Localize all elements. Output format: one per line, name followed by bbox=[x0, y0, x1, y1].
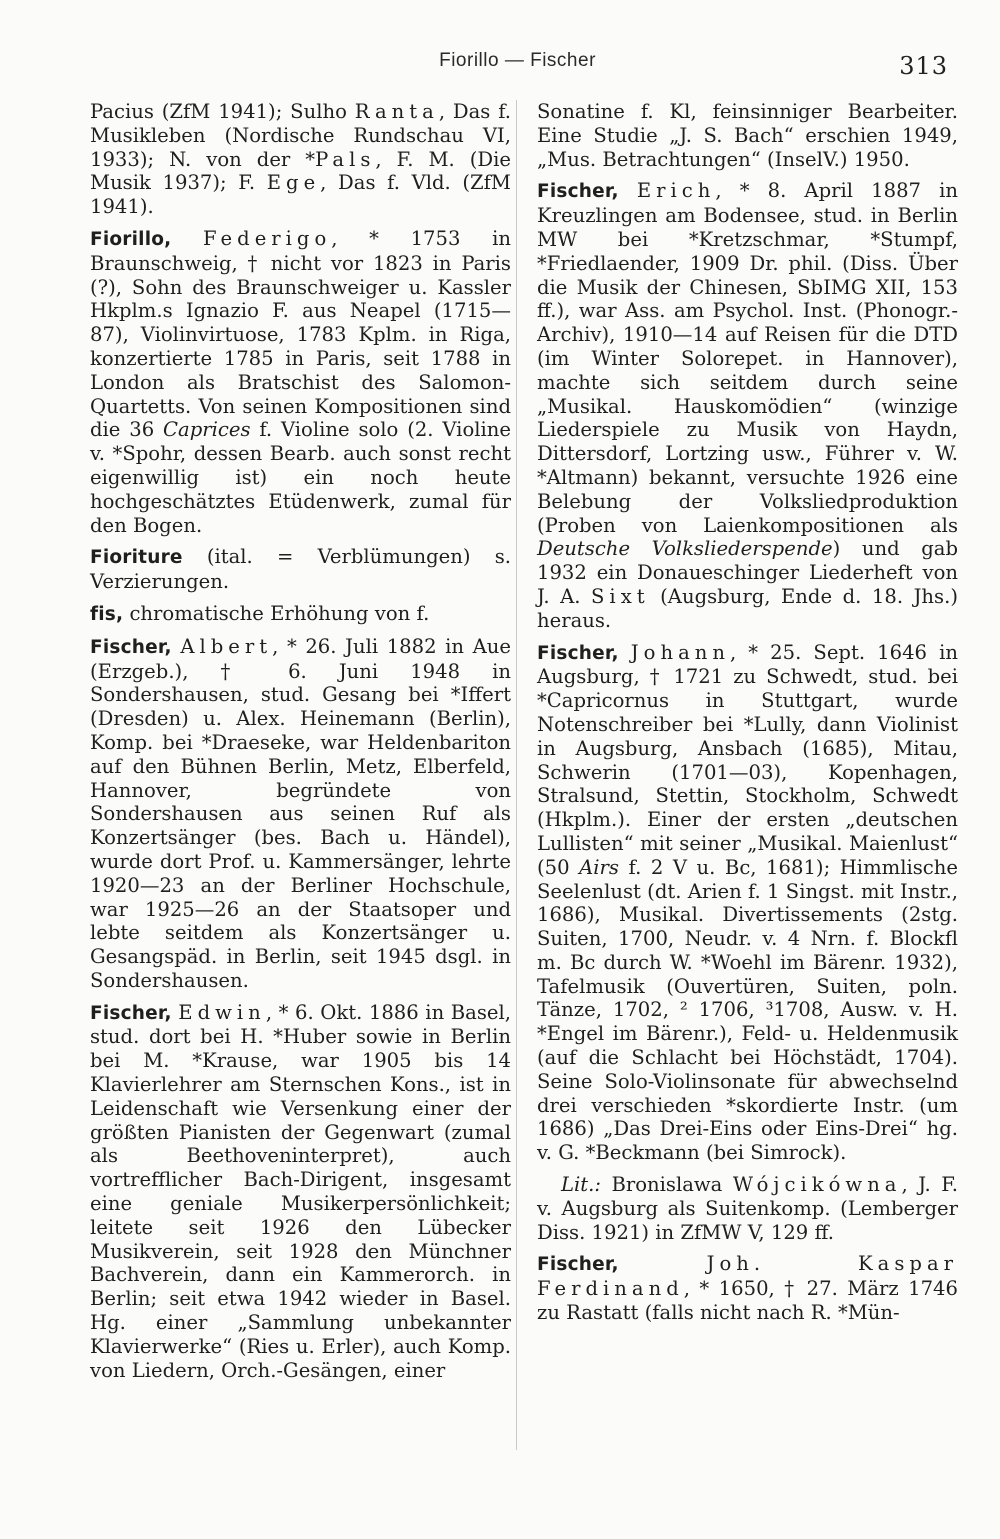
running-head: Fiorillo — Fischer bbox=[439, 50, 596, 71]
headword: fis, bbox=[90, 603, 124, 625]
given-name: Federigo bbox=[203, 226, 332, 250]
text: Pacius (ZfM 1941); Sulho bbox=[90, 100, 355, 123]
entry-fischer-kaspar bbox=[537, 1252, 958, 1324]
entry-text: chromatische Erhöhung von f. bbox=[123, 601, 430, 625]
entry-text: , * 1753 in Braunschweig, † nicht vor 1823 in Paris (?), Sohn des Braunschweiger u. Kassler Hkplm.s Ignazio F. aus Neapel (1715—87), Violinvirtuose, 1783 Kplm. in Riga, konzertierte 1785 in Paris, seit 1788 in London als Bratschist des Salomon-Quartetts. Von seinen Kompositionen sind die 36 bbox=[90, 226, 511, 442]
entry-fischer-johann bbox=[537, 641, 958, 1166]
work-title: Deutsche Volksliederspende bbox=[537, 537, 833, 561]
continued-entry-edwin: Sonatine f. Kl, feinsinniger Bearbeiter. Eine Studie „J. S. Bach“ erschien 1949, „Mus. Betrachtungen“ (InselV.) 1950. bbox=[537, 100, 958, 171]
column-divider bbox=[516, 100, 517, 1450]
author-name: Ege bbox=[266, 171, 321, 195]
author-name: Ranta bbox=[354, 100, 439, 123]
entry-text: , * 8. April 1887 in Kreuzlingen am Bodensee, stud. in Berlin MW bei *Kretzschmar, *Stumpf, *Friedlaender, 1909 Dr. phil. (Diss. Über die Musik der Chinesen, SbIMG XII, 153 ff.), war Ass. am Psychol. Inst. (Phonogr.-Archiv), 1910—14 auf Reisen für die DTD (im Winter Solorepet. in Hannover), machte sich seitdem durch seine „Musikal. Hauskomödien“ (winzige Liederspiele zu Musik von Haydn, Dittersdorf, Lortzing usw., Führer v. W. *Altmann) bekannt, versuchte 1926 eine Belebung der Volksliedproduktion (Proben von Laienkompositionen als bbox=[537, 179, 958, 537]
entry-text: , J. F. v. Augsburg als Suitenkomp. (Lemberger Diss. 1921) in ZfMW V, 129 ff. bbox=[537, 1173, 958, 1244]
continued-entry bbox=[90, 100, 511, 219]
entry-text: f. Violine solo (2. Violine v. *Spohr, dessen Bearb. auch sonst recht eigenwillig ist) ein noch heute hochgeschätztes Etüdenwerk, zumal für den Bogen. bbox=[90, 418, 511, 537]
left-column bbox=[90, 100, 511, 1390]
entry-fiorillo bbox=[90, 227, 511, 537]
headword: Fischer, bbox=[537, 642, 619, 664]
entry-fischer-erich bbox=[537, 179, 958, 632]
entry-text: f. 2 V u. Bc, 1681); Himmlische Seelenlust (dt. Arien f. 1 Singst. mit Instr., 1686), Musikal. Divertissements (2stg. Suiten, 1700, Neudr. v. 4 Nrn. f. Blockfl m. Bc durch W. *Woehl im Bärenr. 1932), Tafelmusik (Ouvertüren, Suiten, poln. Tänze, 1702, ² 1706, ³1708, Ausw. v. H. *Engel im Bärenr.), Feld- u. Heldenmusik (auf die Schlacht bei Höchstädt, 1704). Seine Solo-Violinsonate für abwechselnd drei verschieden *skordierte Instr. (um 1686) „Das Drei-Eins oder Eins-Drei“ hg. v. G. *Beckmann (bei Simrock). bbox=[537, 855, 958, 1165]
right-column bbox=[537, 100, 958, 1333]
work-title: Airs bbox=[579, 855, 619, 879]
headword: Fischer, bbox=[90, 1002, 172, 1024]
entry-text: , * 25. Sept. 1646 in Augsburg, † 1721 zu Schwedt, stud. bei *Capricornus in Stuttgart, wurde Notenschreiber bei *Lully, dann Violinist in Augsburg, Ansbach (1685), Mitau, Schwerin (1701—03), Kopenhagen, Stralsund, Stettin, Stockholm, Schwedt (Hkplm.). Einer der ersten „deutschen Lullisten“ mit seiner „Musikal. Maienlust“ (50 bbox=[537, 640, 958, 879]
literature-reference bbox=[537, 1173, 958, 1244]
entry-text: , * 6. Okt. 1886 in Basel, stud. dort bei H. *Huber sowie in Berlin bei M. *Krause, war 1905 bis 14 Klavierlehrer am Sternschen Kons., ist in Leidenschaft wie Versenkung einer der größten Pianisten der Gegenwart (zumal als Beethoveninterpret), auch vortrefflicher Bach-Dirigent, insgesamt eine geniale Musikerpersönlichkeit; leitete seit 1926 den Lübecker Musikverein, seit 1928 den Münchner Bachverein, dann ein Kammerorch. in Berlin; seit etwa 1942 wieder in Basel. Hg. einer „Sammlung unbekannter Klavierwerke“ (Ries u. Erler), auch Komp. von Liedern, Orch.-Gesängen, einer bbox=[90, 1000, 511, 1382]
author-name: Wójcikówna bbox=[732, 1173, 902, 1197]
headword: Fischer, bbox=[90, 636, 172, 658]
page-number: 313 bbox=[899, 52, 948, 80]
given-name: Joh. Kaspar Ferdinand bbox=[537, 1252, 958, 1301]
author-name: Pals bbox=[315, 147, 376, 171]
entry-fischer-edwin bbox=[90, 1001, 511, 1383]
given-name: Erich bbox=[636, 179, 716, 203]
person-name: Sixt bbox=[591, 584, 650, 608]
entry-text: , * 26. Juli 1882 in Aue (Erzgeb.), † 6. Juni 1948 in Sondershausen, stud. Gesang bei *Iffert (Dresden) u. Alex. Heinemann (Berlin), Komp. bei *Draeseke, war Heldenbariton auf den Bühnen Berlin, Metz, Elberfeld, Hannover, begründete von Sondershausen aus seinen Ruf als Konzertsänger (bes. Bach u. Händel), wurde dort Prof. u. Kammersänger, lehrte 1920—23 an der Berliner Hochschule, war 1925—26 an der Staatsoper und lebte seitdem als Konzertsänger u. Gesangspäd. in Berlin, seit 1945 dsgl. in Sondershausen. bbox=[90, 634, 511, 992]
entry-fischer-albert bbox=[90, 635, 511, 993]
entry-fioriture bbox=[90, 545, 511, 594]
text: , Das f. Musikleben (Nordische Rundschau VI, 1933); N. von der * bbox=[90, 100, 511, 171]
given-name: Albert bbox=[180, 634, 273, 658]
entry-text: Bronislawa bbox=[600, 1173, 733, 1197]
headword: Fioriture bbox=[90, 547, 183, 569]
given-name: Edwin bbox=[178, 1000, 266, 1024]
text: , Das f. Vld. (ZfM 1941). bbox=[90, 171, 511, 219]
given-name: Johann bbox=[630, 640, 730, 664]
entry-text: (Augsburg, Ende d. 18. Jhs.) heraus. bbox=[537, 584, 958, 632]
entry-text: , * 1650, † 27. März 1746 zu Rastatt (falls nicht nach R. *Mün- bbox=[537, 1277, 958, 1325]
work-title: Caprices bbox=[163, 418, 251, 442]
entry-fis bbox=[90, 602, 511, 627]
headword: Fiorillo, bbox=[90, 228, 172, 250]
entry-text: ) und gab 1932 ein Donaueschinger Liederheft von J. A. bbox=[537, 537, 958, 608]
entry-text: (ital. = Verblümungen) s. Verzierungen. bbox=[90, 545, 511, 594]
headword: Fischer, bbox=[537, 181, 619, 203]
text: , F. M. (Die Musik 1937); F. bbox=[90, 147, 511, 195]
headword: Fischer, bbox=[537, 1254, 619, 1276]
lit-label: Lit.: bbox=[561, 1173, 601, 1197]
